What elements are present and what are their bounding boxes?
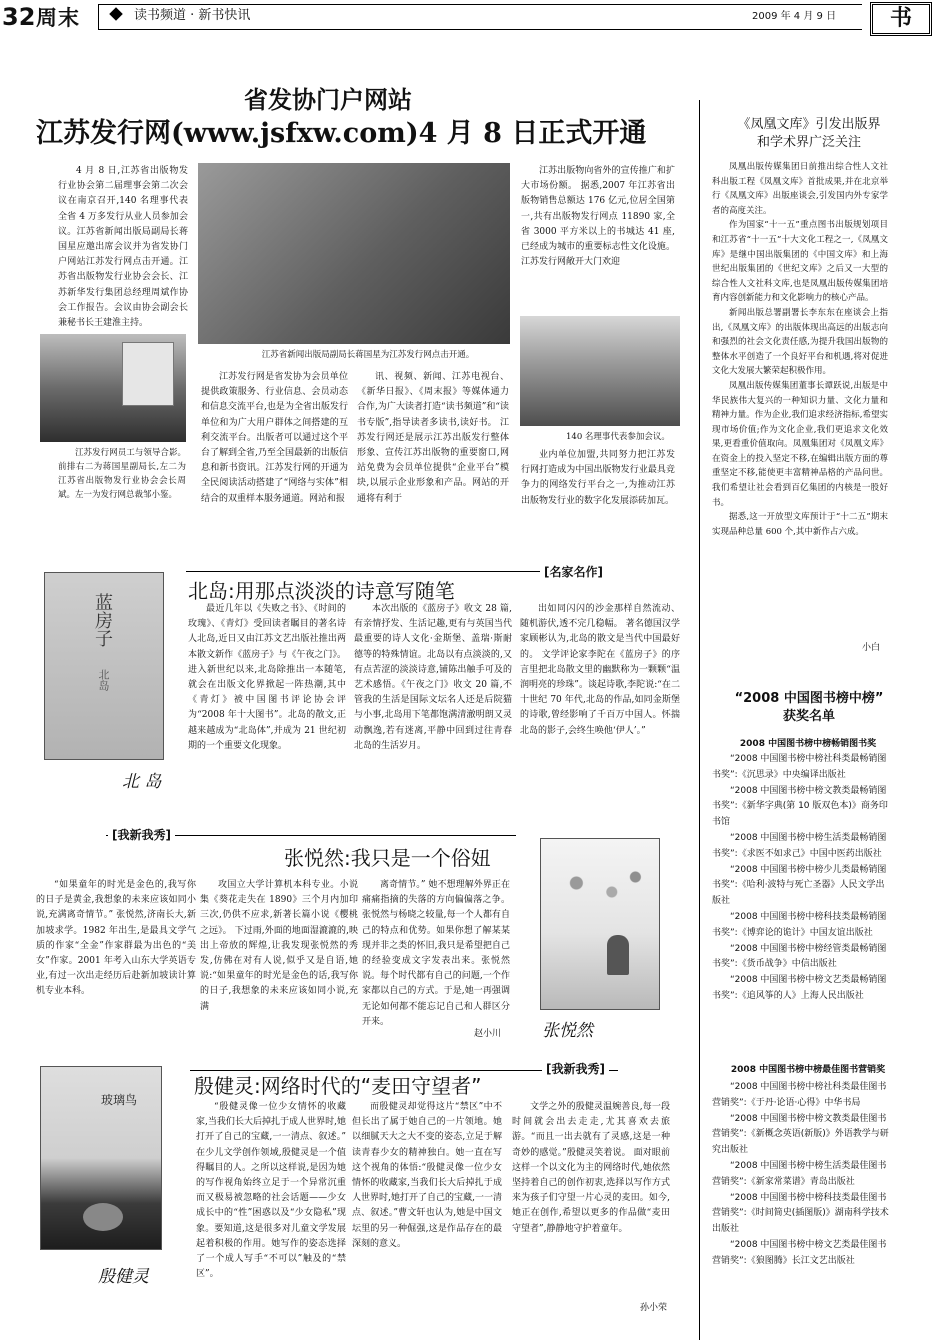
- page-header: [0, 0, 936, 40]
- sidebar-news-body: [712, 160, 888, 656]
- zhang-col2: 攻国立大学计算机本科专业。小说集《葵花走失在 1890》三个月内加印三次,仍供不应求,新著长篇小说《樱桃之远》。 下过雨,外面的地面湿漉漉的,映出上帝放的辉煌,让我发现张悦然的秀发,仿佛在对有人说,似乎又是自语,她说:“如果童年的时光是金色的话,我写你的日子,我想象的未来应该如同小说,充满: [200, 880, 358, 1012]
- bullet-icon: [109, 7, 123, 21]
- cherry-branch-art: [541, 859, 659, 919]
- zhang-tag: [我新我秀]: [108, 826, 175, 843]
- zhang-book-cover: [540, 838, 660, 1010]
- award-item: “2008 中国图书榜中榜生活类最畅销图书奖”:《求医不如求己》中国中医药出版社: [712, 832, 887, 859]
- beidao-book-title: 蓝房子: [92, 593, 113, 647]
- yin-title: 殷健灵:网络时代的“麦田守望者”: [194, 1074, 482, 1098]
- header-divider: [98, 4, 99, 30]
- staff-photo-caption: 江苏发行网员工与领导合影。前排右二为蒋国星副局长,左二为江苏省出版物发行业协会会长周斌。左一为发行网总裁邹小鉴。: [58, 448, 186, 500]
- beidao-col2: 本次出版的《蓝房子》收文 28 篇,有亲情抒发、生活记趣,更有与英国当代最重要的诗人文化·金斯堡、盖瑞·斯耐德等的特殊情谊。北岛以有点淡淡的,又有点苦涩的淡淡诗意,铺陈出触手可及的艺术感悟。《午夜之门》收文 20 篇,不管我的生活是国际文坛名人还是后院猫与小事,北岛用下笔都饱满清澈明朗又灵动飘逸,若有迷离,平静中回到过往青春北岛的生活岁月。: [354, 604, 512, 751]
- sidebar-news-p3: 新闻出版总署副署长李东东在座谈会上指出,《凤凰文库》的出版体现出高远的出版志向和强烈的社会文化责任感,为提升我国出版物的整体水平创造了一个良好平台和机遇,将对促进文化大发展大繁荣起积极作用。: [712, 307, 888, 377]
- awards-title-1: “2008 中国图书榜中榜”: [734, 691, 884, 706]
- yin-tag: [我新我秀]: [542, 1060, 609, 1077]
- meeting-photo-caption: 140 名理事代表参加会议。: [566, 432, 670, 442]
- yin-col1: “殷健灵像一位少女情怀的收藏家,当我们长大后掉扎于成人世界时,她打开了自己的宝藏,一一清点、叙述。” 在少儿文学创作领域,殷健灵是一个值得瞩目的人。之所以这样说,是因为她的写作视角始终立足于一个异常沉重而又极易被忽略的社会话题——少女成长中的“性”困惑以及“少女隐私”现象。要知道,这是很多对儿童文学发展起着积极的作用。她写作的姿态选择了一个成人写手“不可以”触及的“禁区”。: [196, 1102, 346, 1280]
- lead-body-b: 讯、视频、新闻、江苏电视台、《新华日报》、《周末报》等媒体通力合作,为广大读者打造“读书频道”和“读书专版”,指导读者多读书,读好书。 江苏发行网还是展示江苏出版发行整体形象、宣传江苏出版物的重要窗口,网站免费为会员单位提供“企业平台”模块,以展示企业形象和产品。网站的开通将有利于: [357, 372, 509, 504]
- zhang-signature: 张悦然: [542, 1021, 593, 1041]
- sidebar-news-title-1: 《凤凰文库》引发出版界: [737, 117, 881, 132]
- beidao-signature: 北 岛: [122, 772, 162, 792]
- page-number: 32: [2, 3, 36, 31]
- award-item: “2008 中国图书榜中榜社科类最佳图书营销奖”:《于丹·论语·心得》中华书局: [712, 1082, 887, 1108]
- sidebar-news-p2: 作为国家“十一五”重点图书出版规划项目和江苏省“十一五”十大文化工程之一,《凤凰文库》是继中国出版集团的《中国文库》和上海世纪出版集团的《世纪文库》之后又一大型的综合性人文社科文库,也是凤凰出版传媒集团培育内容创新能力和文化影响力的核心产品。: [712, 220, 888, 304]
- beidao-book-author: 北岛: [97, 669, 110, 691]
- meeting-hall-photo: [520, 316, 680, 426]
- award-item: “2008 中国图书榜中榜经管类最畅销图书奖”:《货币战争》中信出版社: [712, 943, 887, 970]
- zhang-author: 赵小川: [474, 1029, 502, 1039]
- award-item: “2008 中国图书榜中榜文艺类最畅销图书奖”:《追风筝的人》上海人民出版社: [712, 975, 887, 1001]
- sidebar-divider: [699, 100, 700, 1340]
- exhibit-board: [122, 342, 174, 406]
- masthead: 周末: [36, 5, 80, 30]
- lead-body-a: 江苏发行网是省发协为会员单位提供政策服务、行业信息、会员动态和信息交流平台,也是为全省出版发行单位和为广大用户群体之间搭建的互利交流平台。出版者可以通过这个平台了解到全省,乃至全国最新的出版信息和新书资讯。江苏发行网的开通为全民阅读活动搭建了“网络与实体”相结合的双重样本服务通道。网站和报: [201, 372, 348, 504]
- award-item: “2008 中国图书榜中榜科技类最畅销图书奖”:《博弈论的诡计》中国友谊出版社: [712, 911, 887, 938]
- awards-subtitle-marketing: 2008 中国图书榜中榜最佳图书营销奖: [730, 1065, 886, 1075]
- yin-book-title: 玻璃鸟: [101, 1093, 138, 1107]
- award-item: “2008 中国图书榜中榜社科类最畅销图书奖”:《沉思录》中央编译出版社: [712, 754, 887, 780]
- award-item: “2008 中国图书榜中榜少儿类最畅销图书奖”:《哈利·波特与死亡圣器》人民文学出版社: [712, 864, 887, 907]
- beidao-col3: 出如同闪闪的沙金那样自然流动、随机游伏,透不完几稳幅。 著名德国汉学家顾彬认为,北岛的散文是当代中国最好的。 文学评论家李陀在《蓝房子》的序言里把北岛散文里的幽默称为一颗颗“温润明亮的珍珠”。谈起诗歌,李陀说:“在二十世纪 70 年代,北岛的作品,如同金斯堡的诗歌,曾经影响了千百万中国人。怀揣北岛的影子,会终生唤他‘伊人’。”: [520, 604, 680, 736]
- zhang-title: 张悦然:我只是一个俗妞: [284, 846, 491, 870]
- sidebar-news-p4: 凤凰出版传媒集团董事长谭跃说,出版是中华民族伟大复兴的一种知识力量、文化力量和精神力量。作为企业,我们追求经济指标,希望实现市场价值;作为文化企业,我们更追求文化效果,更看重价值取向。凤凰集团对《凤凰文库》在资金上的投入坚定不移,在编辑出版方面的尊重坚定不移,能使更丰富精神品格的产品问世。我们希望让社会看到百亿集团的内核是一股好书。: [712, 380, 888, 508]
- header-rule-bottom: [98, 29, 862, 30]
- awards-list-bestsellers: [712, 752, 892, 1042]
- zhang-col3: 离奇情节。” 她不想理解外界正在痛痛指摘的失落的方向偏偏落之争。张悦然与杨晓之较量,每一个人都有自己的特点和优势。如果你想了解某某现并非之类的怀旧,我只是希望把自己的经验变成文字发表出来。张悦然说。每个时代都有自己的问题,一个作家都以自己的方式。于是,她一再强调无论如何都不能忘记自己和人群区分开来。: [362, 880, 510, 1027]
- sidebar-news-p1: 凤凰出版传媒集团日前推出综合性人文社科出版工程《凤凰文库》首批成果,并在北京举行《凤凰文库》出版座谈会,引发国内外专家学者的高度关注。: [712, 162, 888, 216]
- header-rule-top: [98, 4, 862, 5]
- awards-list-marketing: [712, 1080, 892, 1330]
- awards-title-2: 获奖名单: [782, 709, 835, 724]
- beidao-title: 北岛:用那点淡淡的诗意写随笔: [188, 579, 455, 603]
- beidao-rule: [186, 571, 592, 572]
- launch-ceremony-photo: [198, 163, 510, 344]
- lead-body-c: 江苏出版物向省外的宣传推广和扩大市场份额。 据悉,2007 年江苏省出版物销售总额达 176 亿元,位居全国第一,共有出版物发行网点 11890 家,全省 3000 平方米以上的书城达 41 座,已经成为城市的重要标志性文化设施。江苏发行网敞开大门欢迎: [521, 166, 675, 268]
- zhang-col1: “如果童年的时光是金色的,我写你的日子是黄金,我想象的未来应该如同小说,充满离奇情节。” 张悦然,济南长大,新加坡求学。1982 年出生,是最具文学气质的作家“全金”作家群最为出色的“美女”作家。2001 年考入山东大学英语专业,有过一次出走经历后赴新加坡读计算机专业本科。: [36, 880, 196, 997]
- awards-subtitle-bestsellers: 2008 中国图书榜中榜畅销图书奖: [739, 739, 877, 749]
- sidebar-news-p5: 据悉,这一开放型文库预计于“十二五”期末实现品种总量 600 个,其中新作占六成。: [712, 512, 888, 537]
- yin-col3: 文学之外的殷健灵温婉善良,每一段时间就会出去走走,尤其喜欢去旅游。“而且一出去就有了灵感,这是一种奇妙的感觉。”殷健灵笑着说。 面对眼前这样一个以文化为主的网络时代,她依然坚持着自己的创作初衷,选择以写作方式来为孩子们守望一片心灵的麦田。如今,她正在创作,希望以更多的作品做“麦田守望者”,静静地守护着童年。: [512, 1102, 670, 1234]
- yin-signature: 殷健灵: [98, 1267, 149, 1287]
- beidao-book-cover: [44, 572, 164, 760]
- award-item: “2008 中国图书榜中榜生活类最佳图书营销奖”:《新家常菜谱》青岛出版社: [712, 1160, 887, 1187]
- lead-kicker: 省发协门户网站: [244, 86, 412, 114]
- logo-glyph: 书: [889, 5, 912, 31]
- beidao-tag: [名家名作]: [540, 563, 607, 580]
- sidebar-news-author: 小白: [858, 640, 880, 653]
- yin-col2: 而殷健灵却觉得这片“禁区”中不但长出了属于她自己的一片领地。她以细腻天大之大不变的姿态,立足于解读青春少女的精神独白。她一直在写这个视角的体悟:“殷健灵像一位少女情怀的收藏家,当我们长大后掉扎于成人世界时,她打开了自己的宝藏,一一清点、叙述。”曹文轩也认为,她是中国文坛里的另一种倔强,这是作品存在的最深刻的意义。: [352, 1102, 502, 1249]
- channel-title: 读书频道 · 新书快讯: [134, 8, 251, 23]
- bird-figure-art: [83, 1203, 123, 1231]
- yin-book-cover: [40, 1066, 162, 1250]
- yin-author: 孙小荣: [640, 1303, 668, 1313]
- award-item: “2008 中国图书榜中榜文教类最畅销图书奖”:《新华字典(第 10 版双色本)》商务印书馆: [712, 785, 888, 828]
- girl-figure-art: [607, 935, 629, 975]
- award-item: “2008 中国图书榜中榜文艺类最佳图书营销奖”:《狼图腾》长江文艺出版社: [712, 1239, 887, 1266]
- lead-body-d: 业内单位加盟,共同努力把江苏发行网打造成为中国出版物发行业最具竞争力的网络发行平台之一,为推动江苏出版物发行业的数字化发展添砖加瓦。: [521, 450, 675, 506]
- award-item: “2008 中国图书榜中榜文教类最佳图书营销奖”:《新概念英语(新版)》外语教学与研究出版社: [712, 1113, 889, 1156]
- staff-group-photo: [40, 334, 186, 442]
- sidebar-news-title-2: 和学术界广泛关注: [756, 135, 861, 150]
- beidao-col1: 最近几年以《失败之书》、《时间的玫瑰》、《青灯》受回读者瞩目的著名诗人北岛,近日又由江苏文艺出版社推出两本散文新作《蓝房子》与《午夜之门》。 进入新世纪以来,北岛除推出一本随笔,就会在出版文化界掀起一阵热潮,其中《青灯》被中国图书评论协会评为“2008 年十大图书”。北岛的散文,正越来越成为“北岛体”,并成为 21 世纪初期的一个重要文化现象。: [188, 604, 346, 751]
- book-logo-icon: [870, 2, 932, 36]
- issue-date: 2009 年 4 月 9 日: [752, 11, 837, 22]
- launch-photo-caption: 江苏省新闻出版局副局长蒋国星为江苏发行网点击开通。: [261, 350, 475, 360]
- award-item: “2008 中国图书榜中榜科技类最佳图书营销奖”:《时间简史(插图版)》湖南科学技术出版社: [712, 1192, 889, 1235]
- lead-col1: 4 月 8 日,江苏省出版物发行业协会第二届理事会第二次会议在南京召开,140 名理事代表全省 4 万多发行从业人员参加会议。江苏省新闻出版局副局长蒋国星应邀出席会议并为省发协门户网站江苏发行网点击开通。江苏省出版物发行业协会会长、江苏新华发行集团总经理周斌作协会工作报告。会议由协会副会长兼秘书长王建淮主持。: [58, 166, 188, 329]
- lead-headline: 江苏发行网(www.jsfxw.com)4 月 8 日正式开通: [36, 118, 647, 149]
